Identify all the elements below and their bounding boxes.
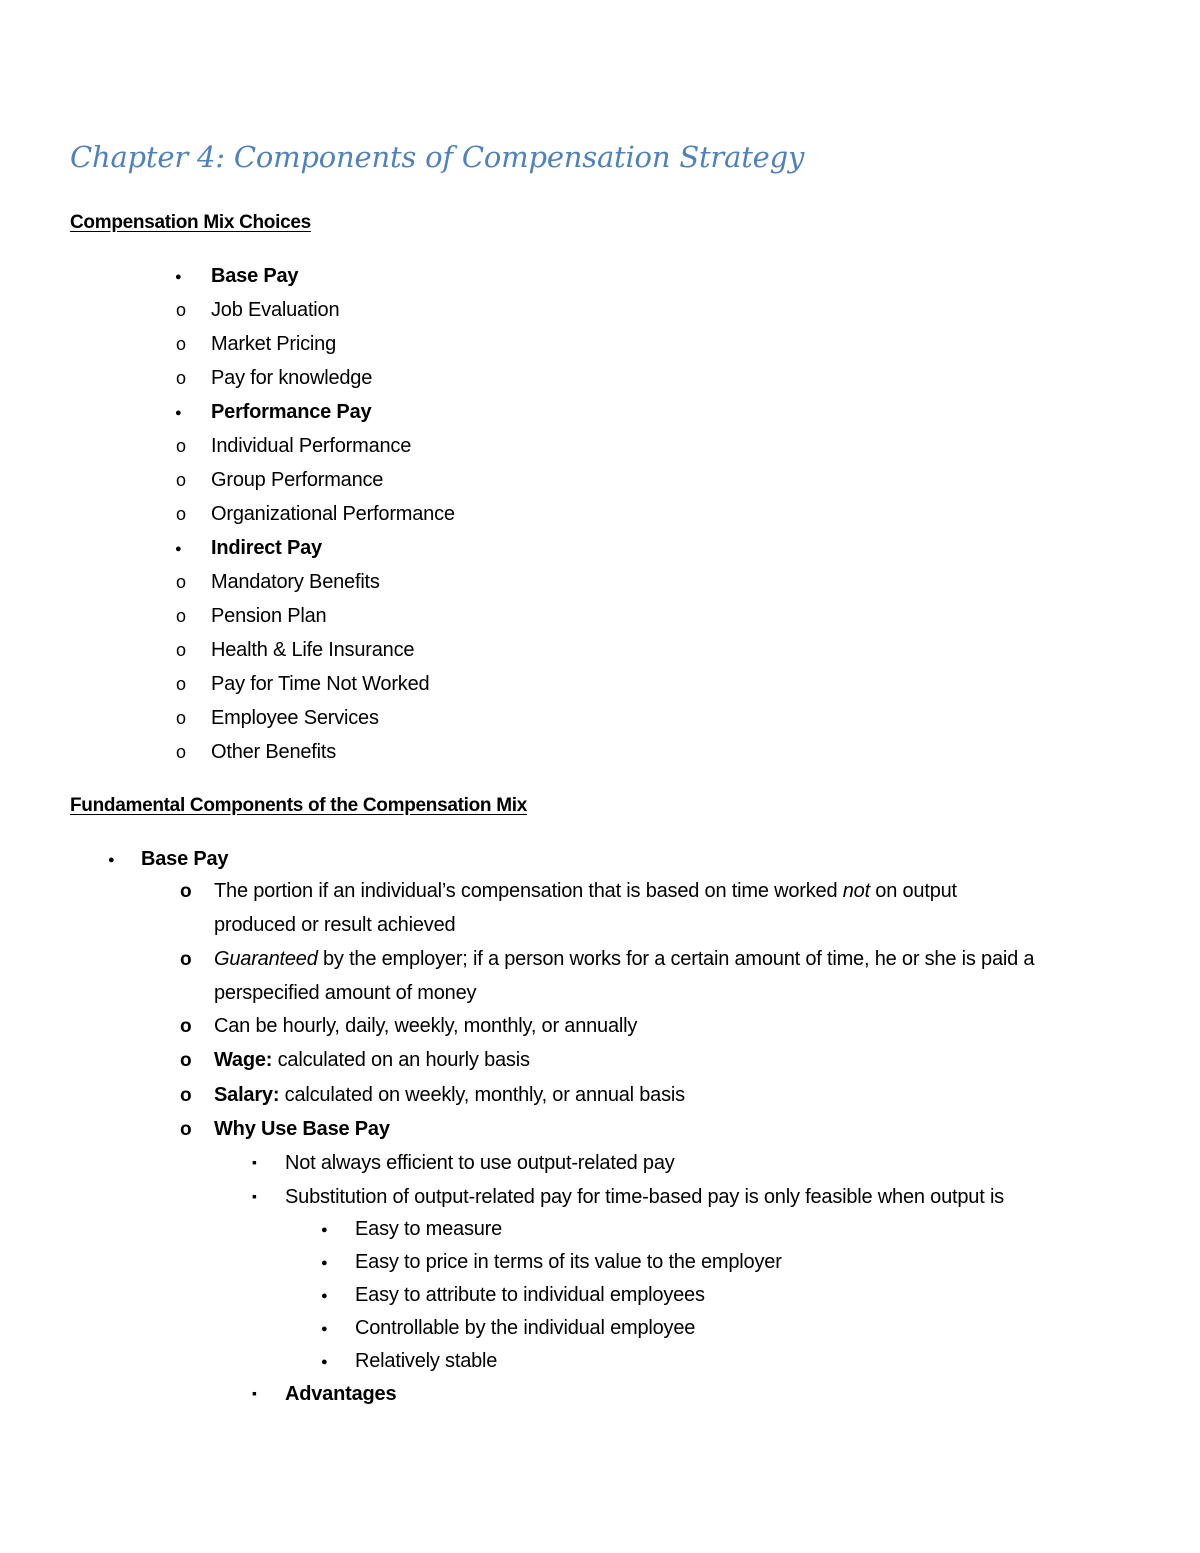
list-item-definition: The portion if an individual’s compensation that is based on time worked not on output xyxy=(214,880,957,902)
bullet-square-icon xyxy=(252,1185,257,1210)
bullet-circle-icon xyxy=(180,1048,192,1073)
bullet-square-icon xyxy=(252,1151,257,1176)
bullet-disc-icon xyxy=(175,536,182,563)
list-item-definition-cont: produced or result achieved xyxy=(214,914,456,936)
list-item: Mandatory Benefits xyxy=(211,571,380,593)
list-item: Employee Services xyxy=(211,707,379,729)
bullet-circle-icon xyxy=(176,468,186,492)
list-item: Performance Pay xyxy=(211,401,372,423)
list-item: Base Pay xyxy=(211,265,299,287)
list-item-salary: Salary: calculated on weekly, monthly, or annual basis xyxy=(214,1084,685,1106)
bullet-circle-icon xyxy=(176,434,186,458)
list-item-advantages: Advantages xyxy=(285,1383,397,1405)
bullet-circle-icon xyxy=(176,706,186,730)
bullet-disc-icon xyxy=(321,1250,328,1277)
list-item-why-1: Not always efficient to use output-related pay xyxy=(285,1152,675,1174)
list-item-condition: Easy to attribute to individual employees xyxy=(355,1284,705,1306)
bullet-disc-icon xyxy=(321,1217,328,1244)
list-item-condition: Relatively stable xyxy=(355,1350,498,1372)
list-item: Pay for Time Not Worked xyxy=(211,673,430,695)
list-item-condition: Easy to price in terms of its value to the employer xyxy=(355,1251,782,1273)
bullet-circle-icon xyxy=(176,672,186,696)
list-item-base-pay: Base Pay xyxy=(141,848,229,870)
list-item: Organizational Performance xyxy=(211,503,455,525)
list-item: Market Pricing xyxy=(211,333,337,355)
bullet-square-icon xyxy=(252,1382,257,1407)
list-item: Indirect Pay xyxy=(211,537,322,559)
bullet-circle-icon xyxy=(176,570,186,594)
list-item: Other Benefits xyxy=(211,741,337,763)
bullet-circle-icon xyxy=(176,604,186,628)
bullet-disc-icon xyxy=(321,1283,328,1310)
bullet-circle-icon xyxy=(180,1117,192,1142)
list-item-condition: Controllable by the individual employee xyxy=(355,1317,696,1339)
list-item: Pension Plan xyxy=(211,605,327,627)
bullet-disc-icon xyxy=(321,1316,328,1343)
list-item-condition: Easy to measure xyxy=(355,1218,503,1240)
bullet-circle-icon xyxy=(180,1083,192,1108)
bullet-circle-icon xyxy=(180,1014,192,1039)
list-item-frequency: Can be hourly, daily, weekly, monthly, or annually xyxy=(214,1015,638,1037)
page-title: Chapter 4: Components of Compensation Strategy xyxy=(70,140,805,174)
bullet-disc-icon xyxy=(108,847,115,874)
bullet-circle-icon xyxy=(176,740,186,764)
list-item: Individual Performance xyxy=(211,435,412,457)
bullet-circle-icon xyxy=(180,879,192,904)
list-item: Group Performance xyxy=(211,469,384,491)
section-heading-fundamental-components: Fundamental Components of the Compensation Mix xyxy=(70,795,527,816)
list-item-guaranteed: Guaranteed by the employer; if a person works for a certain amount of time, he or she is paid a xyxy=(214,948,1035,970)
list-item-why-use-base-pay: Why Use Base Pay xyxy=(214,1118,390,1140)
bullet-circle-icon xyxy=(176,502,186,526)
list-item: Pay for knowledge xyxy=(211,367,373,389)
bullet-disc-icon xyxy=(321,1349,328,1376)
list-item-why-2: Substitution of output-related pay for time-based pay is only feasible when output is xyxy=(285,1186,1004,1208)
bullet-circle-icon xyxy=(180,947,192,972)
bullet-circle-icon xyxy=(176,366,186,390)
bullet-circle-icon xyxy=(176,638,186,662)
list-item-guaranteed-cont: perspecified amount of money xyxy=(214,982,477,1004)
bullet-disc-icon xyxy=(175,400,182,427)
section-heading-mix-choices: Compensation Mix Choices xyxy=(70,212,311,233)
list-item: Health & Life Insurance xyxy=(211,639,415,661)
list-item: Job Evaluation xyxy=(211,299,340,321)
bullet-circle-icon xyxy=(176,332,186,356)
bullet-circle-icon xyxy=(176,298,186,322)
list-item-wage: Wage: calculated on an hourly basis xyxy=(214,1049,530,1071)
bullet-disc-icon xyxy=(175,264,182,291)
